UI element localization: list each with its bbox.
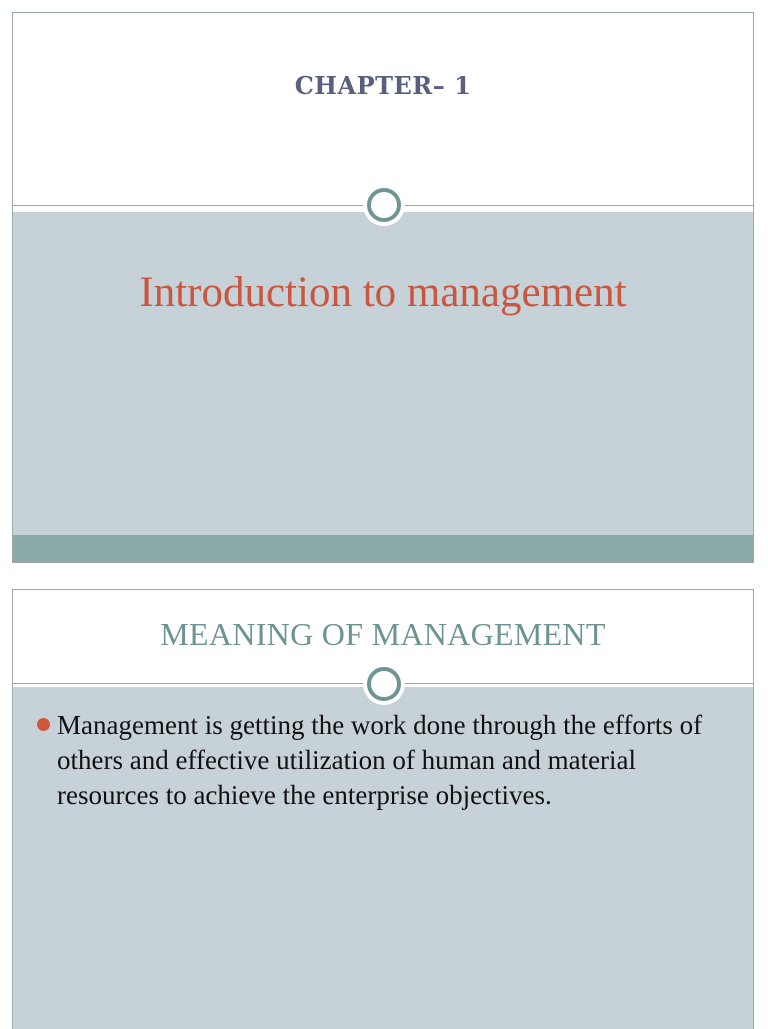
bullet-dot-icon xyxy=(37,718,50,731)
bullet-text: Management is getting the work done through the efforts of others and effective utilization of human and material resources to achieve the enterprise objectives. xyxy=(57,710,703,810)
slide-1 xyxy=(12,12,754,563)
slide-1-body xyxy=(13,212,753,536)
slide-heading: MEANING OF MANAGEMENT xyxy=(160,616,606,652)
slide-title: Introduction to management xyxy=(139,269,627,316)
chapter-label: CHAPTER– 1 xyxy=(294,71,472,100)
accent-band xyxy=(13,535,753,562)
list-item xyxy=(33,708,733,813)
circle-ornament-icon xyxy=(367,667,401,701)
circle-ornament-icon xyxy=(367,188,401,222)
slide-1-title-area xyxy=(13,13,753,209)
slide-2 xyxy=(12,589,754,1029)
